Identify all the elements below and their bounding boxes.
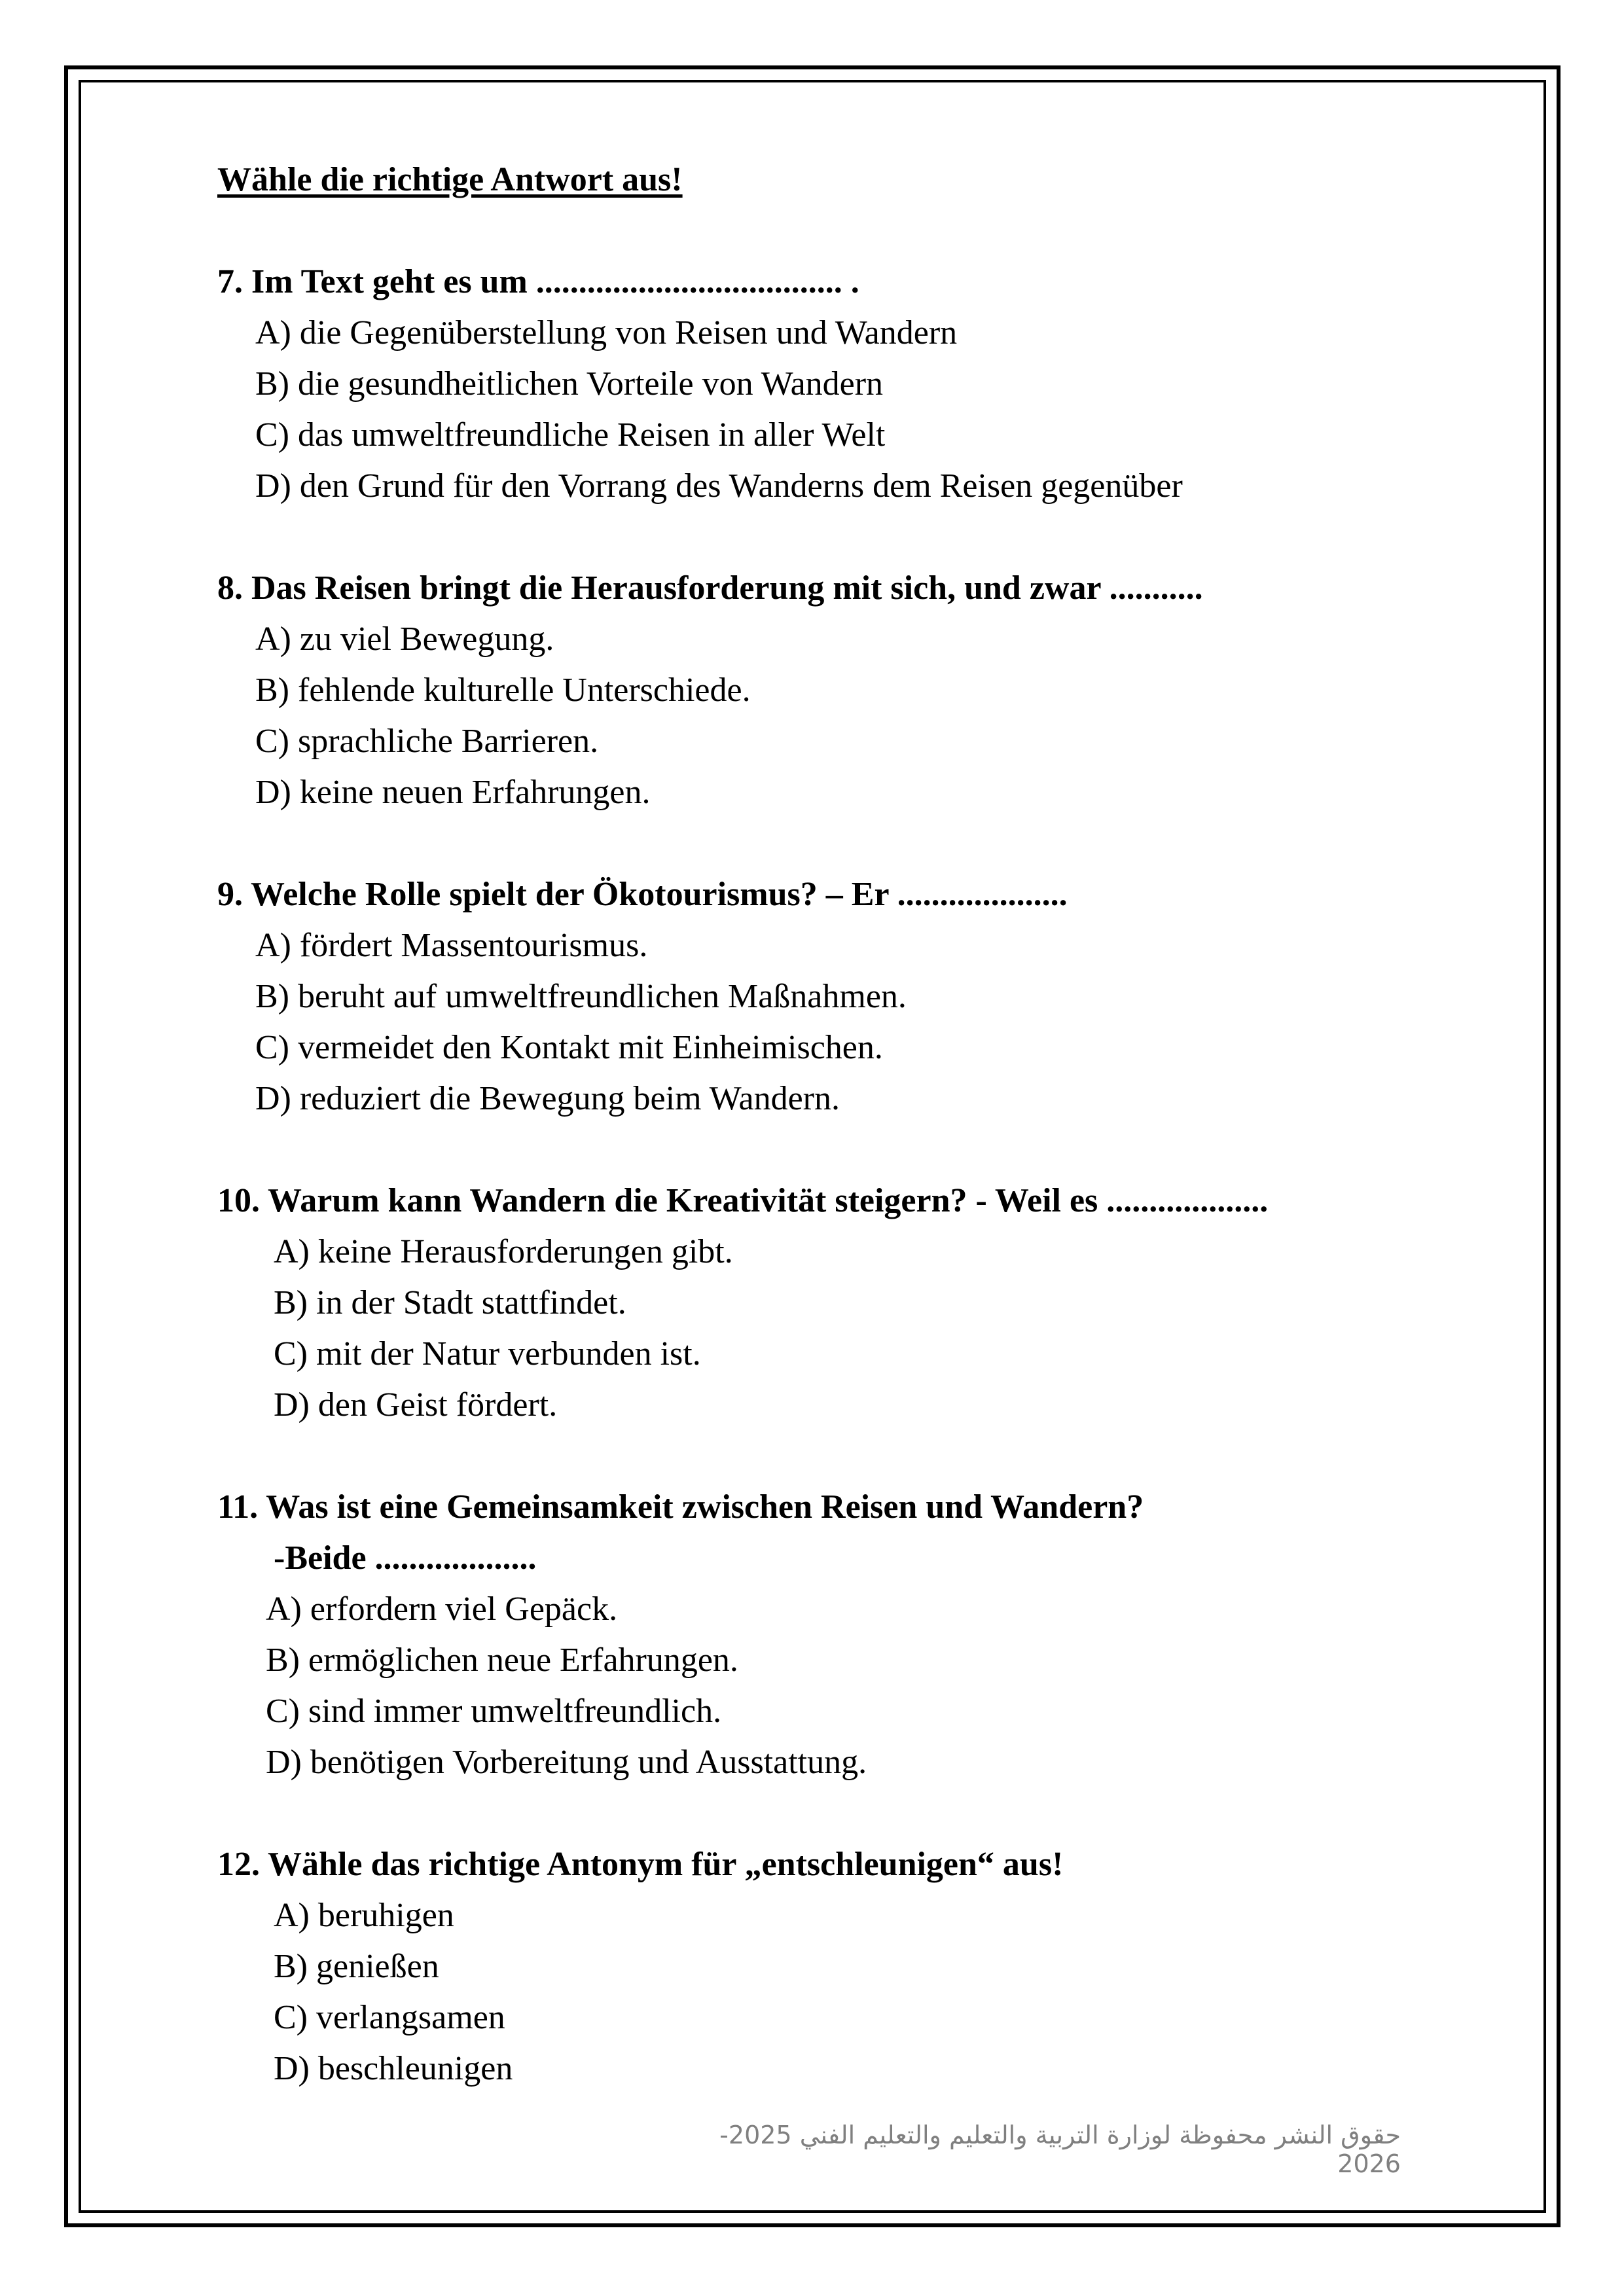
answer-option-c[interactable]: C) das umweltfreundliche Reisen in aller Welt xyxy=(255,416,886,454)
answer-option-a[interactable]: A) die Gegenüberstellung von Reisen und Wandern xyxy=(255,314,958,351)
question-12 xyxy=(217,1839,1461,2094)
answer-option-d[interactable]: D) reduziert die Bewegung beim Wandern. xyxy=(255,1080,840,1117)
answer-options xyxy=(217,1890,1461,2094)
question-9 xyxy=(217,869,1461,1124)
question-11 xyxy=(217,1482,1461,1788)
answer-option-a[interactable]: A) zu viel Bewegung. xyxy=(255,620,554,658)
question-text: 7. Im Text geht es um .................................... . xyxy=(217,263,859,300)
answer-options xyxy=(217,1227,1461,1431)
answer-option-a[interactable]: A) erfordern viel Gepäck. xyxy=(266,1590,618,1628)
answer-option-d[interactable]: D) beschleunigen xyxy=(274,2050,513,2087)
answer-option-c[interactable]: C) verlangsamen xyxy=(274,1999,505,2036)
question-text: 8. Das Reisen bringt die Herausforderung mit sich, und zwar ........... xyxy=(217,569,1203,607)
answer-option-d[interactable]: D) keine neuen Erfahrungen. xyxy=(255,774,651,811)
question-10 xyxy=(217,1175,1461,1431)
answer-option-c[interactable]: C) sprachliche Barrieren. xyxy=(255,723,599,760)
copyright-footer: حقوق النشر محفوظة لوزارة التربية والتعليم والتعليم الفني 2025-2026 xyxy=(719,2121,1401,2178)
worksheet-content xyxy=(217,154,1461,2145)
answer-option-b[interactable]: B) die gesundheitlichen Vorteile von Wandern xyxy=(255,365,884,403)
answer-option-a[interactable]: A) keine Herausforderungen gibt. xyxy=(274,1233,733,1270)
answer-option-b[interactable]: B) genießen xyxy=(274,1948,439,1985)
answer-options xyxy=(217,308,1461,512)
answer-option-b[interactable]: B) fehlende kulturelle Unterschiede. xyxy=(255,672,751,709)
instruction-heading: Wähle die richtige Antwort aus! xyxy=(217,161,683,198)
question-text: 11. Was ist eine Gemeinsamkeit zwischen Reisen und Wandern? xyxy=(217,1488,1144,1526)
answer-option-c[interactable]: C) vermeidet den Kontakt mit Einheimischen. xyxy=(255,1029,883,1066)
answer-options xyxy=(217,920,1461,1124)
answer-option-d[interactable]: D) den Grund für den Vorrang des Wanderns dem Reisen gegenüber xyxy=(255,467,1183,505)
question-text: 10. Warum kann Wandern die Kreativität steigern? - Weil es ................... xyxy=(217,1182,1269,1219)
answer-options xyxy=(217,1584,1461,1788)
answer-option-d[interactable]: D) den Geist fördert. xyxy=(274,1386,558,1424)
answer-option-b[interactable]: B) beruht auf umweltfreundlichen Maßnahmen. xyxy=(255,978,907,1015)
answer-option-a[interactable]: A) fördert Massentourismus. xyxy=(255,927,648,964)
answer-option-c[interactable]: C) mit der Natur verbunden ist. xyxy=(274,1335,701,1372)
answer-option-b[interactable]: B) in der Stadt stattfindet. xyxy=(274,1284,626,1321)
question-8 xyxy=(217,563,1461,818)
question-text: 9. Welche Rolle spielt der Ökotourismus? – Er .................... xyxy=(217,876,1068,913)
question-text: 12. Wähle das richtige Antonym für „entschleunigen“ aus! xyxy=(217,1846,1064,1883)
question-continuation: -Beide ................... xyxy=(274,1539,537,1577)
answer-option-b[interactable]: B) ermöglichen neue Erfahrungen. xyxy=(266,1641,738,1679)
answer-option-a[interactable]: A) beruhigen xyxy=(274,1897,454,1934)
answer-options xyxy=(217,614,1461,818)
question-7 xyxy=(217,257,1461,512)
answer-option-d[interactable]: D) benötigen Vorbereitung und Ausstattung. xyxy=(266,1744,867,1781)
answer-option-c[interactable]: C) sind immer umweltfreundlich. xyxy=(266,1693,722,1730)
